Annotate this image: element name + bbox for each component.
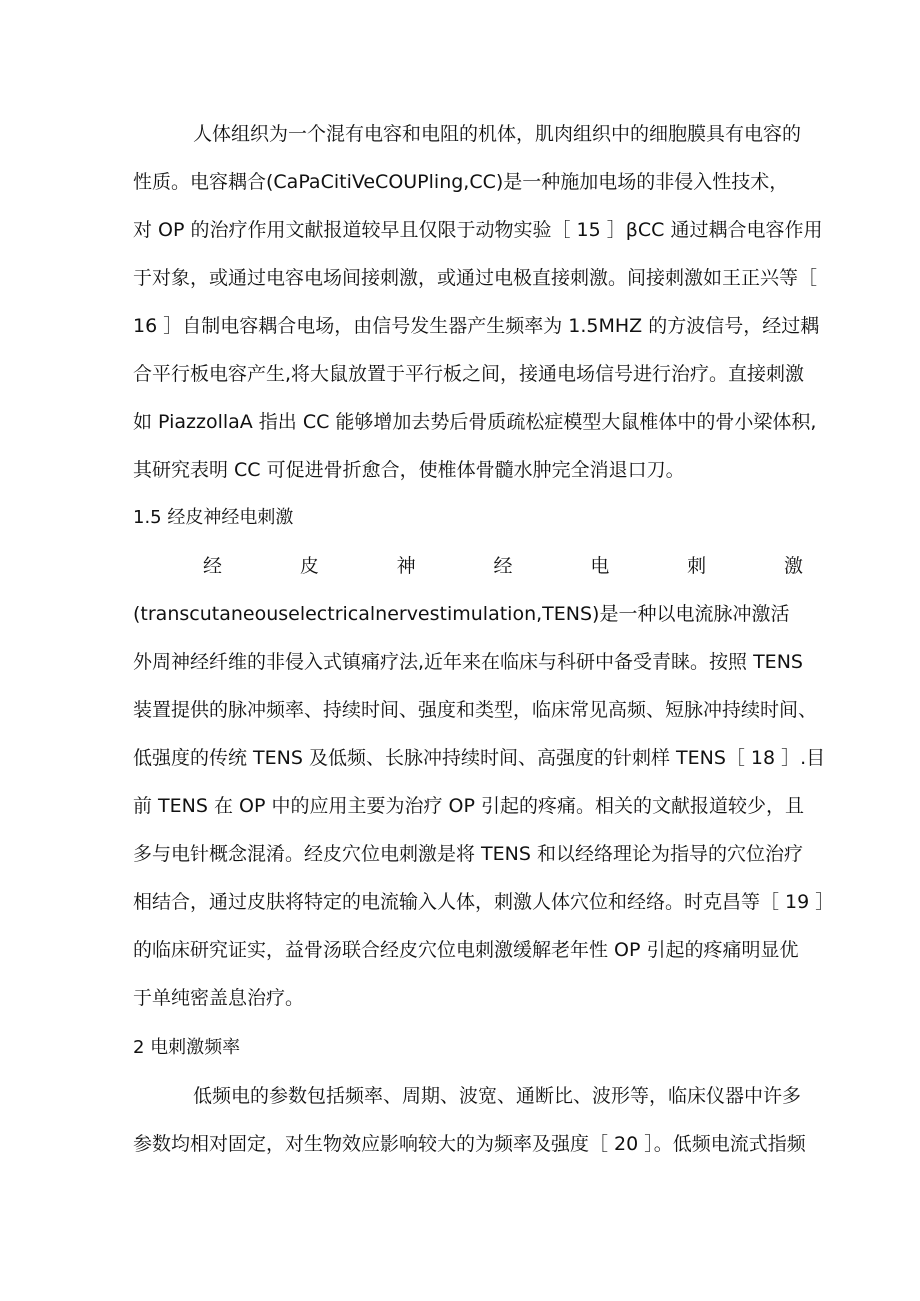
cc-line-8: 其研究表明 CC 可促进骨折愈合，使椎体骨髓水肿完全消退口刀。: [133, 459, 685, 481]
cc-line-7: 如 PiazzollaA 指出 CC 能够增加去势后骨质疏松症模型大鼠椎体中的骨小梁体积,: [133, 411, 817, 433]
tens-line-1: (transcutaneouselectricalnervestimulation,TENS)是一种以电流脉冲激活: [133, 603, 790, 625]
freq-line-2: 参数均相对固定，对生物效应影响较大的为频率及强度［ 20 ］。低频电流式指频: [133, 1133, 806, 1155]
section-heading-2: 2 电刺激频率: [133, 1037, 241, 1058]
spaced-title-line: [203, 554, 803, 578]
spaced-char: 激: [783, 555, 803, 577]
cc-line-3: 对 OP 的治疗作用文献报道较早且仅限于动物实验［ 15 ］βCC 通过耦合电容作用: [133, 219, 823, 241]
cc-line-2: 性质。电容耦合(CaPaCitiVeCOUPling,CC)是一种施加电场的非侵入性技术，: [133, 171, 789, 193]
spaced-char: 皮: [299, 555, 319, 577]
tens-line-4: 低强度的传统 TENS 及低频、长脉冲持续时间、高强度的针刺样 TENS［ 18 ］.目: [133, 747, 826, 769]
cc-line-6: 合平行板电容产生,将大鼠放置于平行板之间，接通电场信号进行治疗。直接刺激: [133, 363, 805, 385]
cc-line-5: 16 ］自制电容耦合电场，由信号发生器产生频率为 1.5MHZ 的方波信号，经过耦: [133, 315, 820, 337]
tens-line-6: 多与电针概念混淆。经皮穴位电刺激是将 TENS 和以经络理论为指导的穴位治疗: [133, 843, 803, 865]
cc-line-1: 人体组织为一个混有电容和电阻的机体，肌肉组织中的细胞膜具有电容的: [193, 123, 802, 145]
spaced-char: 经: [493, 555, 513, 577]
spaced-char: 神: [396, 555, 416, 577]
tens-line-9: 于单纯密盖息治疗。: [133, 987, 305, 1009]
spaced-char: 经: [203, 555, 223, 577]
tens-line-7: 相结合，通过皮肤将特定的电流输入人体，刺激人体穴位和经络。时克昌等［ 19 ］: [133, 891, 835, 913]
section-heading-1-5: 1.5 经皮神经电刺激: [133, 507, 294, 528]
spaced-char: 电: [590, 555, 610, 577]
tens-line-5: 前 TENS 在 OP 中的应用主要为治疗 OP 引起的疼痛。相关的文献报道较少，且: [133, 795, 804, 817]
tens-line-3: 装置提供的脉冲频率、持续时间、强度和类型，临床常见高频、短脉冲持续时间、: [133, 699, 818, 721]
cc-line-4: 于对象，或通过电容电场间接刺激，或通过电极直接刺激。间接刺激如王正兴等［: [133, 267, 818, 289]
tens-line-2: 外周神经纤维的非侵入式镇痛疗法,近年来在临床与科研中备受青睐。按照 TENS: [133, 651, 803, 673]
freq-line-1: 低频电的参数包括频率、周期、波宽、通断比、波形等，临床仪器中许多: [193, 1085, 802, 1107]
tens-line-8: 的临床研究证实，益骨汤联合经皮穴位电刺激缓解老年性 OP 引起的疼痛明显优: [133, 939, 799, 961]
spaced-char: 刺: [687, 555, 707, 577]
